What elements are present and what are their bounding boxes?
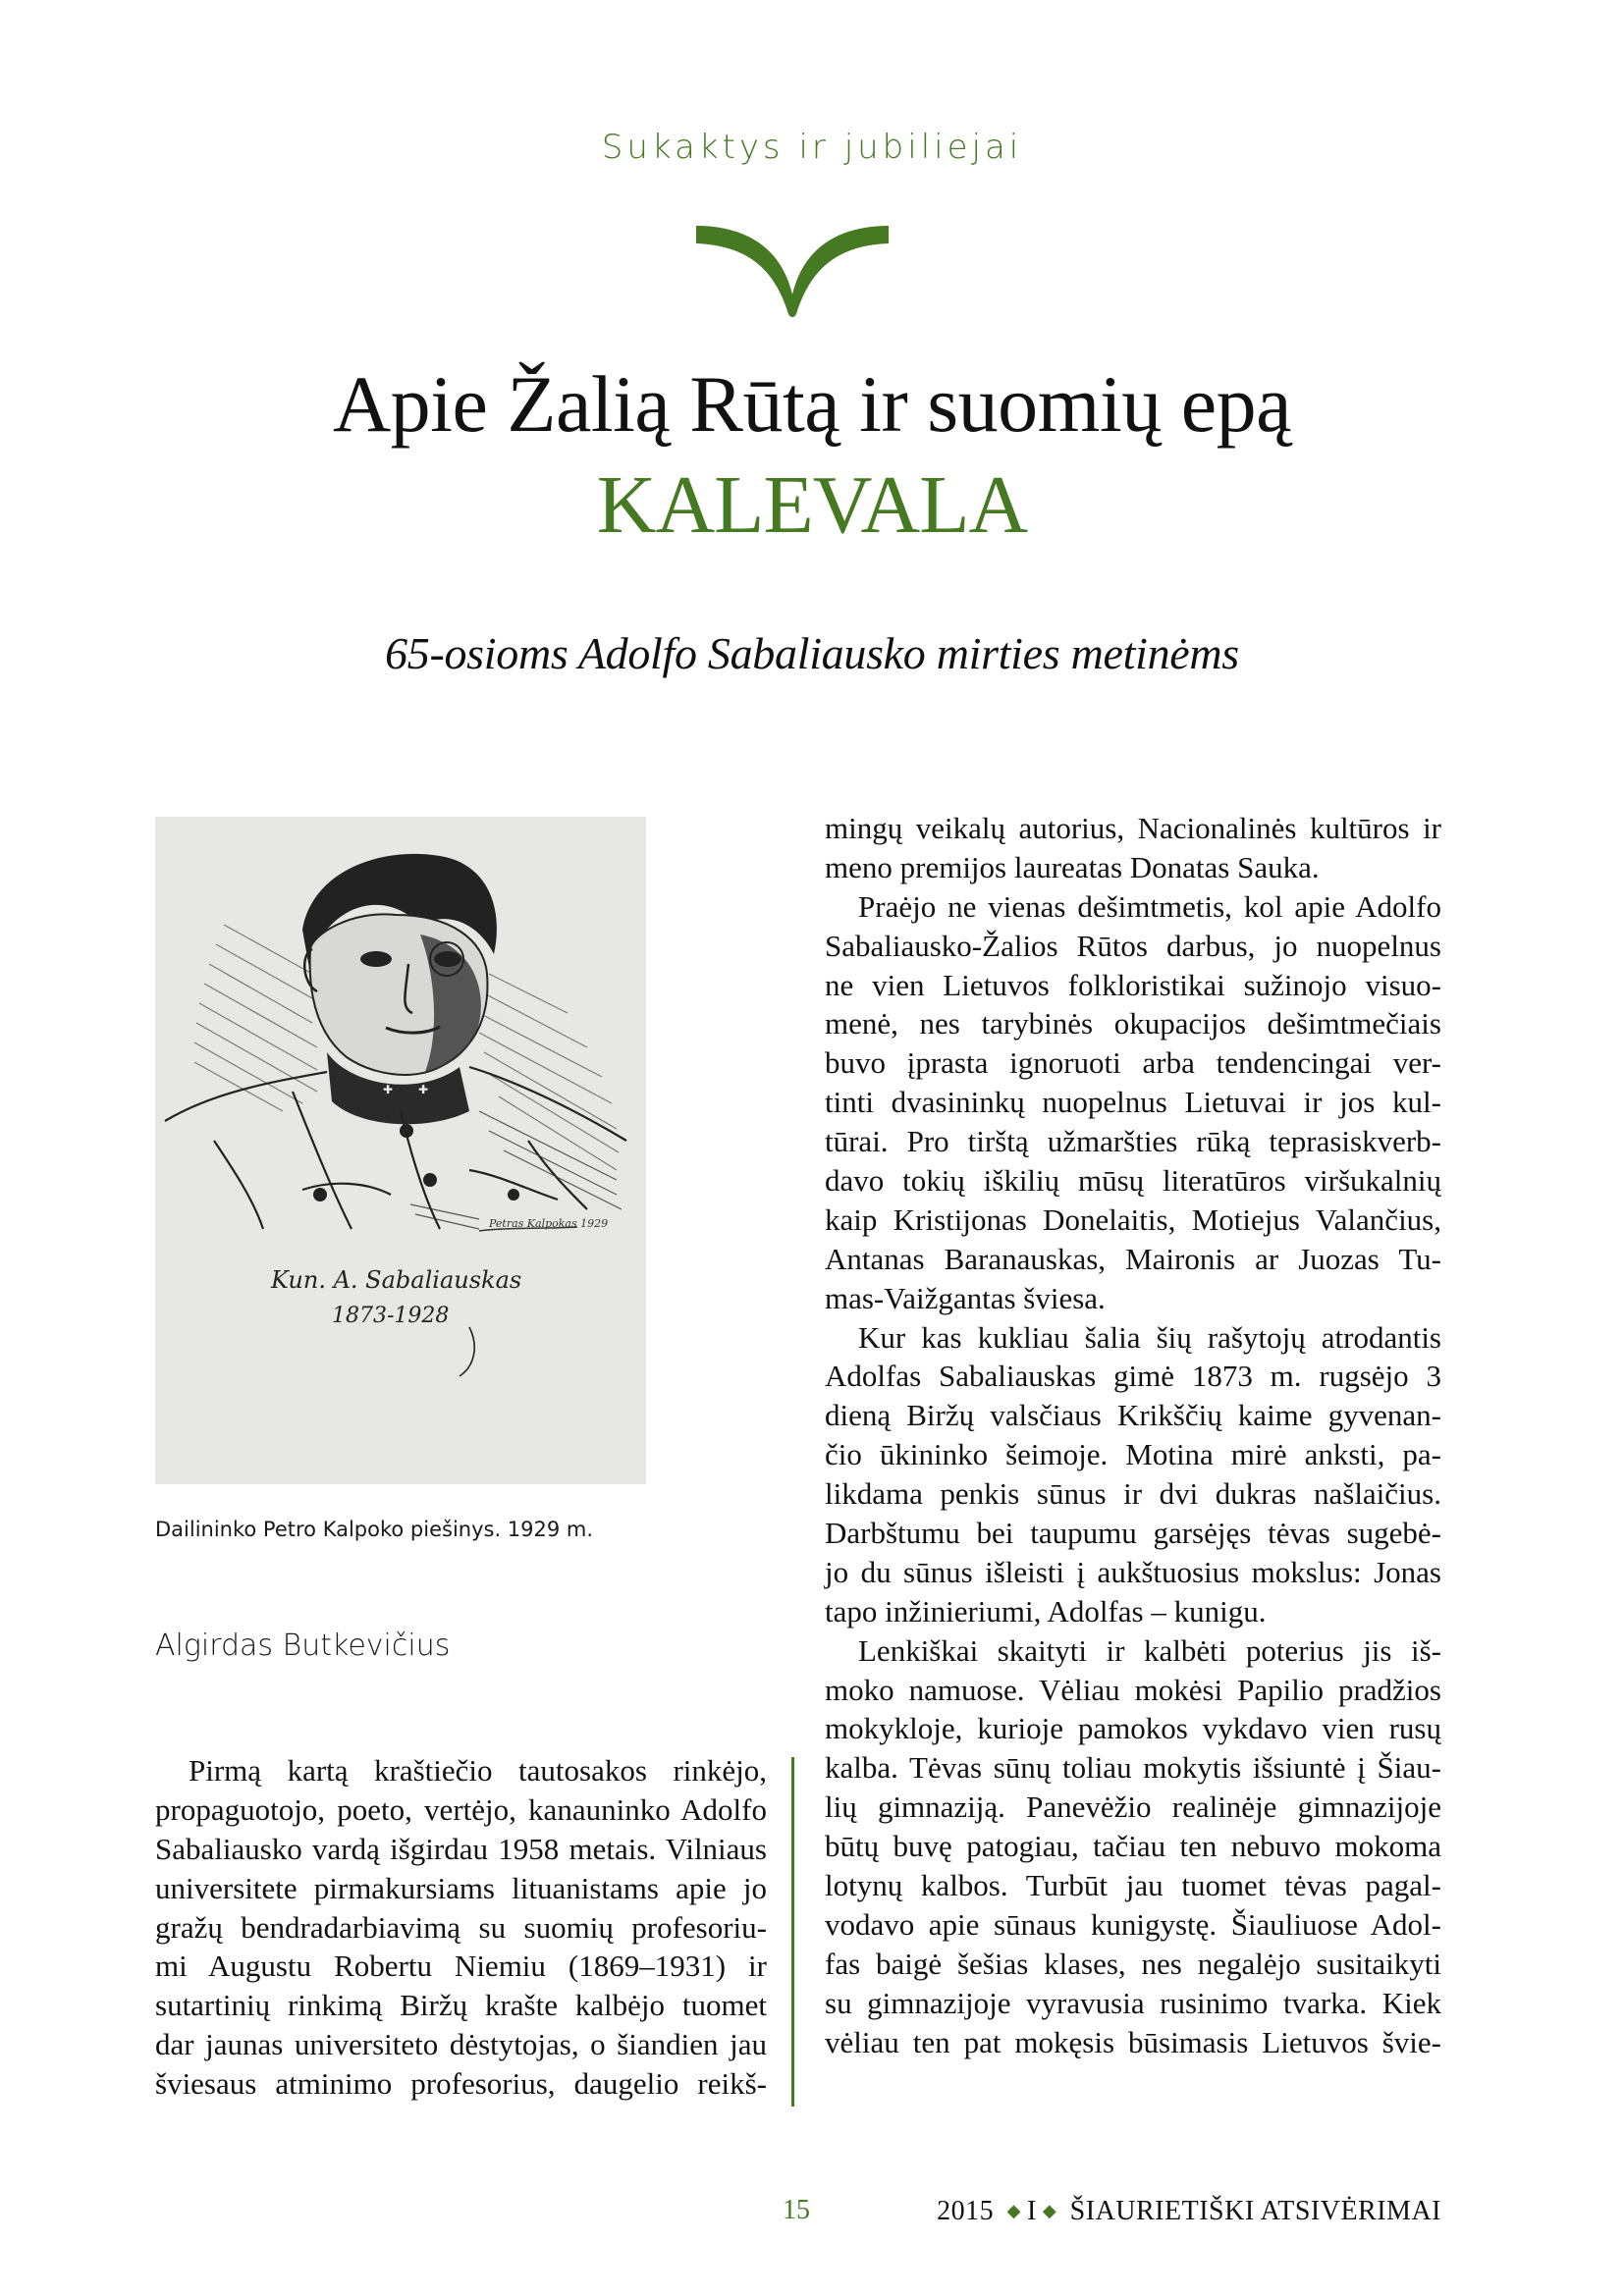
body-line: ne vien Lietuvos folkloristikai sužinojo visuo-: [825, 967, 1441, 1002]
body-line: tinti dvasininkų nuopelnus Lietuvai ir jos kul-: [825, 1085, 1441, 1120]
body-line: davo tokių iškilių mūsų literatūros viršukalnių: [825, 1163, 1441, 1199]
body-line: tapo inžinieriumi, Adolfas – kunigu.: [825, 1593, 1267, 1629]
footer-issue: I: [1027, 2196, 1037, 2226]
body-line: vodavo apie sūnaus kunigystę. Šiauliuose Adol-: [825, 1906, 1441, 1942]
body-line: fas baigė šešias klases, nes negalėjo susitaikyti: [825, 1946, 1441, 1981]
body-line: moko namuose. Vėliau mokėsi Papilio pradžios: [825, 1672, 1441, 1707]
author-name: Algirdas Butkevičius: [155, 1629, 451, 1663]
body-line: būtų buvę patogiau, tačiau ten nebuvo mokoma: [825, 1829, 1441, 1864]
footer-year: 2015: [937, 2196, 995, 2226]
svg-text:Petras Kalpokas 1929: Petras Kalpokas 1929: [489, 1217, 609, 1230]
svg-text:Kun. A. Sabaliauskas: Kun. A. Sabaliauskas: [271, 1266, 522, 1294]
body-line: lotynų kalbos. Turbūt jau tuomet tėvas pagal-: [825, 1868, 1441, 1903]
footer-journal-name: ŠIAURIETIŠKI ATSIVĖRIMAI: [1069, 2196, 1441, 2226]
body-line: vėliau ten pat mokęsis būsimasis Lietuvos švie-: [825, 2024, 1441, 2059]
body-line: Adolfas Sabaliauskas gimė 1873 m. rugsėjo 3: [825, 1359, 1441, 1394]
body-line: jo du sūnus išleisti į aukštuosius mokslus: Jonas: [825, 1554, 1441, 1589]
svg-text:1873-1928: 1873-1928: [332, 1304, 450, 1328]
body-line: Sabaliausko-Žalios Rūtos darbus, jo nuopelnus: [825, 928, 1441, 963]
article-title: Apie Žalią Rūtą ir suomių epą: [332, 359, 1292, 449]
left-column: [155, 1751, 767, 2104]
figure-caption: Dailininko Petro Kalpoko piešinys. 1929 m.: [155, 1518, 594, 1541]
page-number: 15: [783, 2195, 810, 2225]
column-divider: [791, 1757, 794, 2107]
diamond-separator-icon: ◆: [1006, 2201, 1021, 2220]
body-line: su gimnazijoje vyravusia rusinimo tvarka. Kiek: [825, 1985, 1441, 2020]
body-line: propaguotojo, poeto, vertėjo, kanauninko Adolfo: [155, 1791, 767, 1827]
body-line: dar jaunas universiteto dėstytojas, o šiandien jau: [155, 2027, 767, 2062]
diamond-separator-icon: ◆: [1042, 2201, 1057, 2220]
body-line: meno premijos laureatas Donatas Sauka.: [825, 849, 1320, 884]
body-line: lių gimnaziją. Panevėžio realinėje gimnazijoje: [825, 1789, 1441, 1825]
article-title-highlight: KALEVALA: [596, 459, 1028, 551]
body-line: šviesaus atminimo profesorius, daugelio reikš-: [155, 2066, 767, 2102]
body-line: gražų bendradarbiavimą su suomių profesoriu-: [155, 1909, 767, 1945]
body-line: Praėjo ne vienas dešimtmetis, kol apie Adolfo: [858, 888, 1441, 924]
body-line: Lenkiškai skaityti ir kalbėti poterius jis iš-: [858, 1632, 1441, 1668]
body-line: Kur kas kukliau šalia šių rašytojų atrodantis: [858, 1319, 1441, 1355]
body-line: kaip Kristijonas Donelaitis, Motiejus Valančius,: [825, 1201, 1441, 1237]
body-line: kalba. Tėvas sūnų toliau mokytis išsiuntė į Šiau-: [825, 1750, 1441, 1786]
body-line: mingų veikalų autorius, Nacionalinės kultūros ir: [825, 811, 1441, 845]
body-line: likdama penkis sūnus ir dvi dukras našlaičius.: [825, 1476, 1441, 1512]
leaf-v-ornament-icon: [694, 224, 891, 318]
body-line: čio ūkininko šeimoje. Motina mirė anksti, pa-: [825, 1437, 1441, 1472]
body-line: dieną Biržų valsčiaus Krikščių kaime gyvenan-: [825, 1398, 1441, 1433]
section-label: Sukaktys ir jubiliejai: [601, 128, 1023, 167]
svg-text:✚: ✚: [383, 1083, 394, 1096]
body-line: sutartinių rinkimą Biržų krašte kalbėjo tuomet: [155, 1988, 767, 2023]
body-line: buvo įprasta ignoruoti arba tendencingai ver-: [825, 1045, 1441, 1081]
right-column: [825, 809, 1441, 2062]
journal-footer: [929, 2191, 1441, 2231]
article-subtitle: 65-osioms Adolfo Sabaliausko mirties metinėms: [385, 628, 1239, 678]
portrait-drawing: [155, 817, 646, 1484]
body-line: mas-Vaižgantas šviesa.: [825, 1280, 1106, 1315]
body-line: Antanas Baranauskas, Maironis ar Juozas Tu-: [825, 1241, 1441, 1276]
body-line: mi Augustu Robertu Niemiu (1869–1931) ir: [155, 1949, 767, 1984]
body-line: Sabaliausko vardą išgirdau 1958 metais. Vilniaus: [155, 1831, 767, 1866]
body-line: mokykloje, kurioje pamokos vykdavo vien rusų: [825, 1711, 1441, 1746]
svg-text:✚: ✚: [418, 1083, 429, 1096]
body-line: menė, nes tarybinės okupacijos dešimtmečiais: [825, 1006, 1441, 1041]
body-line: Darbštumu bei taupumu garsėjęs tėvas sugebė-: [825, 1516, 1441, 1551]
body-line: universitete pirmakursiams lituanistams apie jo: [155, 1870, 767, 1905]
body-line: tūrai. Pro tirštą užmaršties rūką teprasiskverb-: [825, 1124, 1441, 1159]
body-line: Pirmą kartą kraštiečio tautosakos rinkėjo,: [189, 1753, 767, 1788]
